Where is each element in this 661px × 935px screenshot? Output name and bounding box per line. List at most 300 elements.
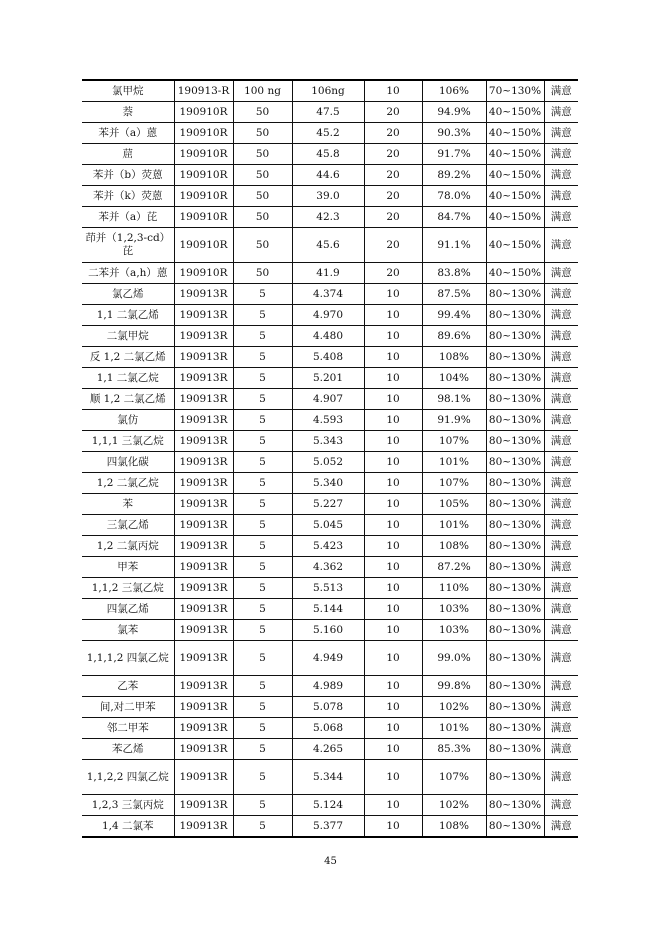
table-row: [82, 676, 578, 697]
batch-number-cell: 190910R: [174, 123, 233, 144]
spiked-amount-cell: 5: [233, 760, 292, 795]
spiked-amount-cell: 5: [233, 739, 292, 760]
batch-number-cell: 190913R: [174, 620, 233, 641]
measured-value-cell: 5.124: [292, 795, 364, 816]
batch-number-cell: 190913R: [174, 494, 233, 515]
spiked-amount-cell: 5: [233, 515, 292, 536]
spiked-amount-cell: 50: [233, 102, 292, 123]
compound-name-cell: 苯并（a）蒽: [82, 123, 174, 144]
spiked-amount-cell: 5: [233, 536, 292, 557]
acceptance-range-cell: 80~130%: [486, 676, 544, 697]
compound-name-cell: 邻二甲苯: [82, 718, 174, 739]
evaluation-cell: 满意: [544, 80, 578, 102]
recovery-rate-cell: 108%: [422, 536, 486, 557]
recovery-rate-cell: 102%: [422, 795, 486, 816]
compound-name-cell: 苯并（k）荧蒽: [82, 186, 174, 207]
compound-name-cell: 苯并（a）芘: [82, 207, 174, 228]
spiked-amount-cell: 5: [233, 452, 292, 473]
count-cell: 10: [364, 536, 422, 557]
table-row: [82, 739, 578, 760]
table-row: [82, 326, 578, 347]
spiked-amount-cell: 50: [233, 144, 292, 165]
qc-results-table: [82, 79, 578, 838]
spiked-amount-cell: 50: [233, 207, 292, 228]
spiked-amount-cell: 5: [233, 557, 292, 578]
count-cell: 10: [364, 697, 422, 718]
compound-name-cell: 氯苯: [82, 620, 174, 641]
compound-name-cell: 茚并（1,2,3-cd）芘: [82, 228, 174, 263]
spiked-amount-cell: 5: [233, 347, 292, 368]
compound-name-cell: 1,2,3 三氯丙烷: [82, 795, 174, 816]
measured-value-cell: 5.343: [292, 431, 364, 452]
acceptance-range-cell: 80~130%: [486, 494, 544, 515]
batch-number-cell: 190913R: [174, 816, 233, 838]
acceptance-range-cell: 80~130%: [486, 368, 544, 389]
recovery-rate-cell: 87.5%: [422, 284, 486, 305]
evaluation-cell: 满意: [544, 263, 578, 284]
recovery-rate-cell: 103%: [422, 620, 486, 641]
count-cell: 10: [364, 718, 422, 739]
batch-number-cell: 190913R: [174, 536, 233, 557]
acceptance-range-cell: 80~130%: [486, 557, 544, 578]
acceptance-range-cell: 80~130%: [486, 620, 544, 641]
evaluation-cell: 满意: [544, 620, 578, 641]
acceptance-range-cell: 80~130%: [486, 347, 544, 368]
measured-value-cell: 47.5: [292, 102, 364, 123]
spiked-amount-cell: 5: [233, 718, 292, 739]
count-cell: 10: [364, 326, 422, 347]
table-row: [82, 368, 578, 389]
table-row: [82, 305, 578, 326]
compound-name-cell: 䓛: [82, 144, 174, 165]
batch-number-cell: 190913R: [174, 284, 233, 305]
count-cell: 10: [364, 389, 422, 410]
compound-name-cell: 二苯并（a,h）蒽: [82, 263, 174, 284]
compound-name-cell: 1,1,1 三氯乙烷: [82, 431, 174, 452]
recovery-rate-cell: 83.8%: [422, 263, 486, 284]
measured-value-cell: 5.052: [292, 452, 364, 473]
batch-number-cell: 190910R: [174, 186, 233, 207]
spiked-amount-cell: 50: [233, 186, 292, 207]
recovery-rate-cell: 110%: [422, 578, 486, 599]
spiked-amount-cell: 100 ng: [233, 80, 292, 102]
compound-name-cell: 苯: [82, 494, 174, 515]
spiked-amount-cell: 5: [233, 676, 292, 697]
compound-name-cell: 1,1,2,2 四氯乙烷: [82, 760, 174, 795]
spiked-amount-cell: 5: [233, 368, 292, 389]
acceptance-range-cell: 80~130%: [486, 760, 544, 795]
recovery-rate-cell: 101%: [422, 718, 486, 739]
evaluation-cell: 满意: [544, 123, 578, 144]
batch-number-cell: 190913R: [174, 410, 233, 431]
spiked-amount-cell: 5: [233, 795, 292, 816]
table-body: [82, 80, 578, 837]
compound-name-cell: 苯乙烯: [82, 739, 174, 760]
measured-value-cell: 4.362: [292, 557, 364, 578]
evaluation-cell: 满意: [544, 347, 578, 368]
acceptance-range-cell: 80~130%: [486, 452, 544, 473]
measured-value-cell: 5.045: [292, 515, 364, 536]
compound-name-cell: 氯乙烯: [82, 284, 174, 305]
recovery-rate-cell: 90.3%: [422, 123, 486, 144]
measured-value-cell: 5.423: [292, 536, 364, 557]
table-row: [82, 816, 578, 838]
table-row: [82, 207, 578, 228]
batch-number-cell: 190910R: [174, 263, 233, 284]
acceptance-range-cell: 80~130%: [486, 536, 544, 557]
count-cell: 10: [364, 80, 422, 102]
count-cell: 10: [364, 494, 422, 515]
compound-name-cell: 1,1,2 三氯乙烷: [82, 578, 174, 599]
table-row: [82, 536, 578, 557]
batch-number-cell: 190913R: [174, 473, 233, 494]
count-cell: 10: [364, 816, 422, 838]
table-row: [82, 389, 578, 410]
spiked-amount-cell: 5: [233, 305, 292, 326]
batch-number-cell: 190913R: [174, 515, 233, 536]
batch-number-cell: 190913-R: [174, 80, 233, 102]
recovery-rate-cell: 91.1%: [422, 228, 486, 263]
batch-number-cell: 190913R: [174, 676, 233, 697]
spiked-amount-cell: 5: [233, 431, 292, 452]
recovery-rate-cell: 91.7%: [422, 144, 486, 165]
batch-number-cell: 190913R: [174, 697, 233, 718]
evaluation-cell: 满意: [544, 578, 578, 599]
recovery-rate-cell: 98.1%: [422, 389, 486, 410]
acceptance-range-cell: 80~130%: [486, 739, 544, 760]
acceptance-range-cell: 80~130%: [486, 641, 544, 676]
evaluation-cell: 满意: [544, 389, 578, 410]
spiked-amount-cell: 5: [233, 284, 292, 305]
count-cell: 10: [364, 760, 422, 795]
spiked-amount-cell: 50: [233, 228, 292, 263]
acceptance-range-cell: 40~150%: [486, 263, 544, 284]
spiked-amount-cell: 5: [233, 326, 292, 347]
batch-number-cell: 190910R: [174, 144, 233, 165]
compound-name-cell: 乙苯: [82, 676, 174, 697]
count-cell: 20: [364, 165, 422, 186]
recovery-rate-cell: 107%: [422, 431, 486, 452]
table-row: [82, 578, 578, 599]
spiked-amount-cell: 50: [233, 263, 292, 284]
table-row: [82, 431, 578, 452]
table-row: [82, 641, 578, 676]
batch-number-cell: 190913R: [174, 739, 233, 760]
measured-value-cell: 5.340: [292, 473, 364, 494]
batch-number-cell: 190910R: [174, 165, 233, 186]
table-row: [82, 80, 578, 102]
batch-number-cell: 190913R: [174, 718, 233, 739]
count-cell: 10: [364, 557, 422, 578]
recovery-rate-cell: 107%: [422, 760, 486, 795]
table-row: [82, 452, 578, 473]
count-cell: 20: [364, 263, 422, 284]
measured-value-cell: 5.377: [292, 816, 364, 838]
acceptance-range-cell: 40~150%: [486, 123, 544, 144]
count-cell: 10: [364, 599, 422, 620]
acceptance-range-cell: 40~150%: [486, 144, 544, 165]
evaluation-cell: 满意: [544, 102, 578, 123]
spiked-amount-cell: 5: [233, 389, 292, 410]
count-cell: 10: [364, 305, 422, 326]
recovery-rate-cell: 99.8%: [422, 676, 486, 697]
acceptance-range-cell: 40~150%: [486, 165, 544, 186]
acceptance-range-cell: 80~130%: [486, 718, 544, 739]
recovery-rate-cell: 91.9%: [422, 410, 486, 431]
measured-value-cell: 106ng: [292, 80, 364, 102]
batch-number-cell: 190913R: [174, 305, 233, 326]
count-cell: 10: [364, 347, 422, 368]
recovery-rate-cell: 78.0%: [422, 186, 486, 207]
measured-value-cell: 4.480: [292, 326, 364, 347]
spiked-amount-cell: 50: [233, 165, 292, 186]
measured-value-cell: 4.265: [292, 739, 364, 760]
count-cell: 10: [364, 739, 422, 760]
acceptance-range-cell: 80~130%: [486, 795, 544, 816]
measured-value-cell: 45.2: [292, 123, 364, 144]
table-row: [82, 347, 578, 368]
compound-name-cell: 1,1,1,2 四氯乙烷: [82, 641, 174, 676]
recovery-rate-cell: 99.4%: [422, 305, 486, 326]
recovery-rate-cell: 87.2%: [422, 557, 486, 578]
count-cell: 10: [364, 284, 422, 305]
measured-value-cell: 39.0: [292, 186, 364, 207]
recovery-rate-cell: 99.0%: [422, 641, 486, 676]
batch-number-cell: 190913R: [174, 641, 233, 676]
measured-value-cell: 5.513: [292, 578, 364, 599]
measured-value-cell: 44.6: [292, 165, 364, 186]
table-row: [82, 599, 578, 620]
batch-number-cell: 190910R: [174, 102, 233, 123]
count-cell: 10: [364, 431, 422, 452]
evaluation-cell: 满意: [544, 452, 578, 473]
evaluation-cell: 满意: [544, 641, 578, 676]
compound-name-cell: 三氯乙烯: [82, 515, 174, 536]
evaluation-cell: 满意: [544, 760, 578, 795]
acceptance-range-cell: 40~150%: [486, 228, 544, 263]
evaluation-cell: 满意: [544, 228, 578, 263]
acceptance-range-cell: 80~130%: [486, 473, 544, 494]
recovery-rate-cell: 105%: [422, 494, 486, 515]
measured-value-cell: 4.374: [292, 284, 364, 305]
measured-value-cell: 5.068: [292, 718, 364, 739]
acceptance-range-cell: 80~130%: [486, 305, 544, 326]
measured-value-cell: 5.344: [292, 760, 364, 795]
measured-value-cell: 45.8: [292, 144, 364, 165]
measured-value-cell: 4.970: [292, 305, 364, 326]
evaluation-cell: 满意: [544, 816, 578, 838]
evaluation-cell: 满意: [544, 557, 578, 578]
count-cell: 10: [364, 452, 422, 473]
count-cell: 20: [364, 228, 422, 263]
table-row: [82, 697, 578, 718]
table-row: [82, 515, 578, 536]
table-row: [82, 284, 578, 305]
batch-number-cell: 190913R: [174, 795, 233, 816]
acceptance-range-cell: 80~130%: [486, 515, 544, 536]
compound-name-cell: 1,4 二氯苯: [82, 816, 174, 838]
measured-value-cell: 41.9: [292, 263, 364, 284]
table-row: [82, 228, 578, 263]
spiked-amount-cell: 5: [233, 473, 292, 494]
evaluation-cell: 满意: [544, 536, 578, 557]
compound-name-cell: 萘: [82, 102, 174, 123]
evaluation-cell: 满意: [544, 326, 578, 347]
compound-name-cell: 1,2 二氯丙烷: [82, 536, 174, 557]
evaluation-cell: 满意: [544, 207, 578, 228]
measured-value-cell: 4.989: [292, 676, 364, 697]
evaluation-cell: 满意: [544, 431, 578, 452]
recovery-rate-cell: 89.6%: [422, 326, 486, 347]
count-cell: 20: [364, 123, 422, 144]
table-row: [82, 557, 578, 578]
count-cell: 10: [364, 795, 422, 816]
count-cell: 10: [364, 641, 422, 676]
compound-name-cell: 1,1 二氯乙烯: [82, 305, 174, 326]
recovery-rate-cell: 101%: [422, 452, 486, 473]
acceptance-range-cell: 80~130%: [486, 816, 544, 838]
table-row: [82, 144, 578, 165]
compound-name-cell: 氯甲烷: [82, 80, 174, 102]
compound-name-cell: 1,2 二氯乙烷: [82, 473, 174, 494]
acceptance-range-cell: 40~150%: [486, 207, 544, 228]
evaluation-cell: 满意: [544, 368, 578, 389]
batch-number-cell: 190913R: [174, 599, 233, 620]
measured-value-cell: 5.227: [292, 494, 364, 515]
evaluation-cell: 满意: [544, 494, 578, 515]
acceptance-range-cell: 70~130%: [486, 80, 544, 102]
acceptance-range-cell: 80~130%: [486, 431, 544, 452]
measured-value-cell: 4.907: [292, 389, 364, 410]
spiked-amount-cell: 5: [233, 494, 292, 515]
table-row: [82, 263, 578, 284]
measured-value-cell: 4.593: [292, 410, 364, 431]
evaluation-cell: 满意: [544, 697, 578, 718]
acceptance-range-cell: 80~130%: [486, 284, 544, 305]
evaluation-cell: 满意: [544, 410, 578, 431]
measured-value-cell: 45.6: [292, 228, 364, 263]
acceptance-range-cell: 80~130%: [486, 697, 544, 718]
evaluation-cell: 满意: [544, 284, 578, 305]
measured-value-cell: 5.078: [292, 697, 364, 718]
acceptance-range-cell: 40~150%: [486, 102, 544, 123]
table-row: [82, 494, 578, 515]
compound-name-cell: 苯并（b）荧蒽: [82, 165, 174, 186]
count-cell: 10: [364, 676, 422, 697]
acceptance-range-cell: 80~130%: [486, 389, 544, 410]
table-row: [82, 620, 578, 641]
batch-number-cell: 190913R: [174, 326, 233, 347]
recovery-rate-cell: 108%: [422, 816, 486, 838]
recovery-rate-cell: 101%: [422, 515, 486, 536]
measured-value-cell: 5.408: [292, 347, 364, 368]
acceptance-range-cell: 40~150%: [486, 186, 544, 207]
compound-name-cell: 四氯乙烯: [82, 599, 174, 620]
batch-number-cell: 190913R: [174, 578, 233, 599]
evaluation-cell: 满意: [544, 305, 578, 326]
batch-number-cell: 190910R: [174, 207, 233, 228]
table-row: [82, 795, 578, 816]
spiked-amount-cell: 5: [233, 620, 292, 641]
table-row: [82, 123, 578, 144]
table-row: [82, 473, 578, 494]
compound-name-cell: 反 1,2 二氯乙烯: [82, 347, 174, 368]
measured-value-cell: 4.949: [292, 641, 364, 676]
recovery-rate-cell: 84.7%: [422, 207, 486, 228]
acceptance-range-cell: 80~130%: [486, 578, 544, 599]
acceptance-range-cell: 80~130%: [486, 326, 544, 347]
recovery-rate-cell: 85.3%: [422, 739, 486, 760]
spiked-amount-cell: 5: [233, 410, 292, 431]
batch-number-cell: 190913R: [174, 431, 233, 452]
count-cell: 10: [364, 620, 422, 641]
recovery-rate-cell: 94.9%: [422, 102, 486, 123]
table-row: [82, 760, 578, 795]
spiked-amount-cell: 5: [233, 599, 292, 620]
recovery-rate-cell: 107%: [422, 473, 486, 494]
evaluation-cell: 满意: [544, 144, 578, 165]
measured-value-cell: 5.144: [292, 599, 364, 620]
batch-number-cell: 190913R: [174, 760, 233, 795]
count-cell: 10: [364, 410, 422, 431]
compound-name-cell: 1,1 二氯乙烷: [82, 368, 174, 389]
table-row: [82, 102, 578, 123]
spiked-amount-cell: 5: [233, 578, 292, 599]
evaluation-cell: 满意: [544, 515, 578, 536]
evaluation-cell: 满意: [544, 676, 578, 697]
count-cell: 20: [364, 186, 422, 207]
count-cell: 20: [364, 207, 422, 228]
measured-value-cell: 42.3: [292, 207, 364, 228]
evaluation-cell: 满意: [544, 599, 578, 620]
batch-number-cell: 190913R: [174, 347, 233, 368]
batch-number-cell: 190913R: [174, 557, 233, 578]
measured-value-cell: 5.160: [292, 620, 364, 641]
recovery-rate-cell: 89.2%: [422, 165, 486, 186]
compound-name-cell: 顺 1,2 二氯乙烯: [82, 389, 174, 410]
spiked-amount-cell: 50: [233, 123, 292, 144]
batch-number-cell: 190913R: [174, 452, 233, 473]
count-cell: 10: [364, 473, 422, 494]
acceptance-range-cell: 80~130%: [486, 599, 544, 620]
table-row: [82, 165, 578, 186]
count-cell: 10: [364, 368, 422, 389]
spiked-amount-cell: 5: [233, 697, 292, 718]
table-row: [82, 410, 578, 431]
evaluation-cell: 满意: [544, 739, 578, 760]
batch-number-cell: 190913R: [174, 389, 233, 410]
evaluation-cell: 满意: [544, 165, 578, 186]
evaluation-cell: 满意: [544, 795, 578, 816]
evaluation-cell: 满意: [544, 718, 578, 739]
evaluation-cell: 满意: [544, 473, 578, 494]
compound-name-cell: 甲苯: [82, 557, 174, 578]
measured-value-cell: 5.201: [292, 368, 364, 389]
batch-number-cell: 190910R: [174, 228, 233, 263]
table-row: [82, 718, 578, 739]
acceptance-range-cell: 80~130%: [486, 410, 544, 431]
evaluation-cell: 满意: [544, 186, 578, 207]
spiked-amount-cell: 5: [233, 816, 292, 838]
compound-name-cell: 间,对二甲苯: [82, 697, 174, 718]
batch-number-cell: 190913R: [174, 368, 233, 389]
compound-name-cell: 氯仿: [82, 410, 174, 431]
page-number: 45: [324, 856, 337, 867]
table-row: [82, 186, 578, 207]
count-cell: 20: [364, 102, 422, 123]
spiked-amount-cell: 5: [233, 641, 292, 676]
count-cell: 10: [364, 515, 422, 536]
